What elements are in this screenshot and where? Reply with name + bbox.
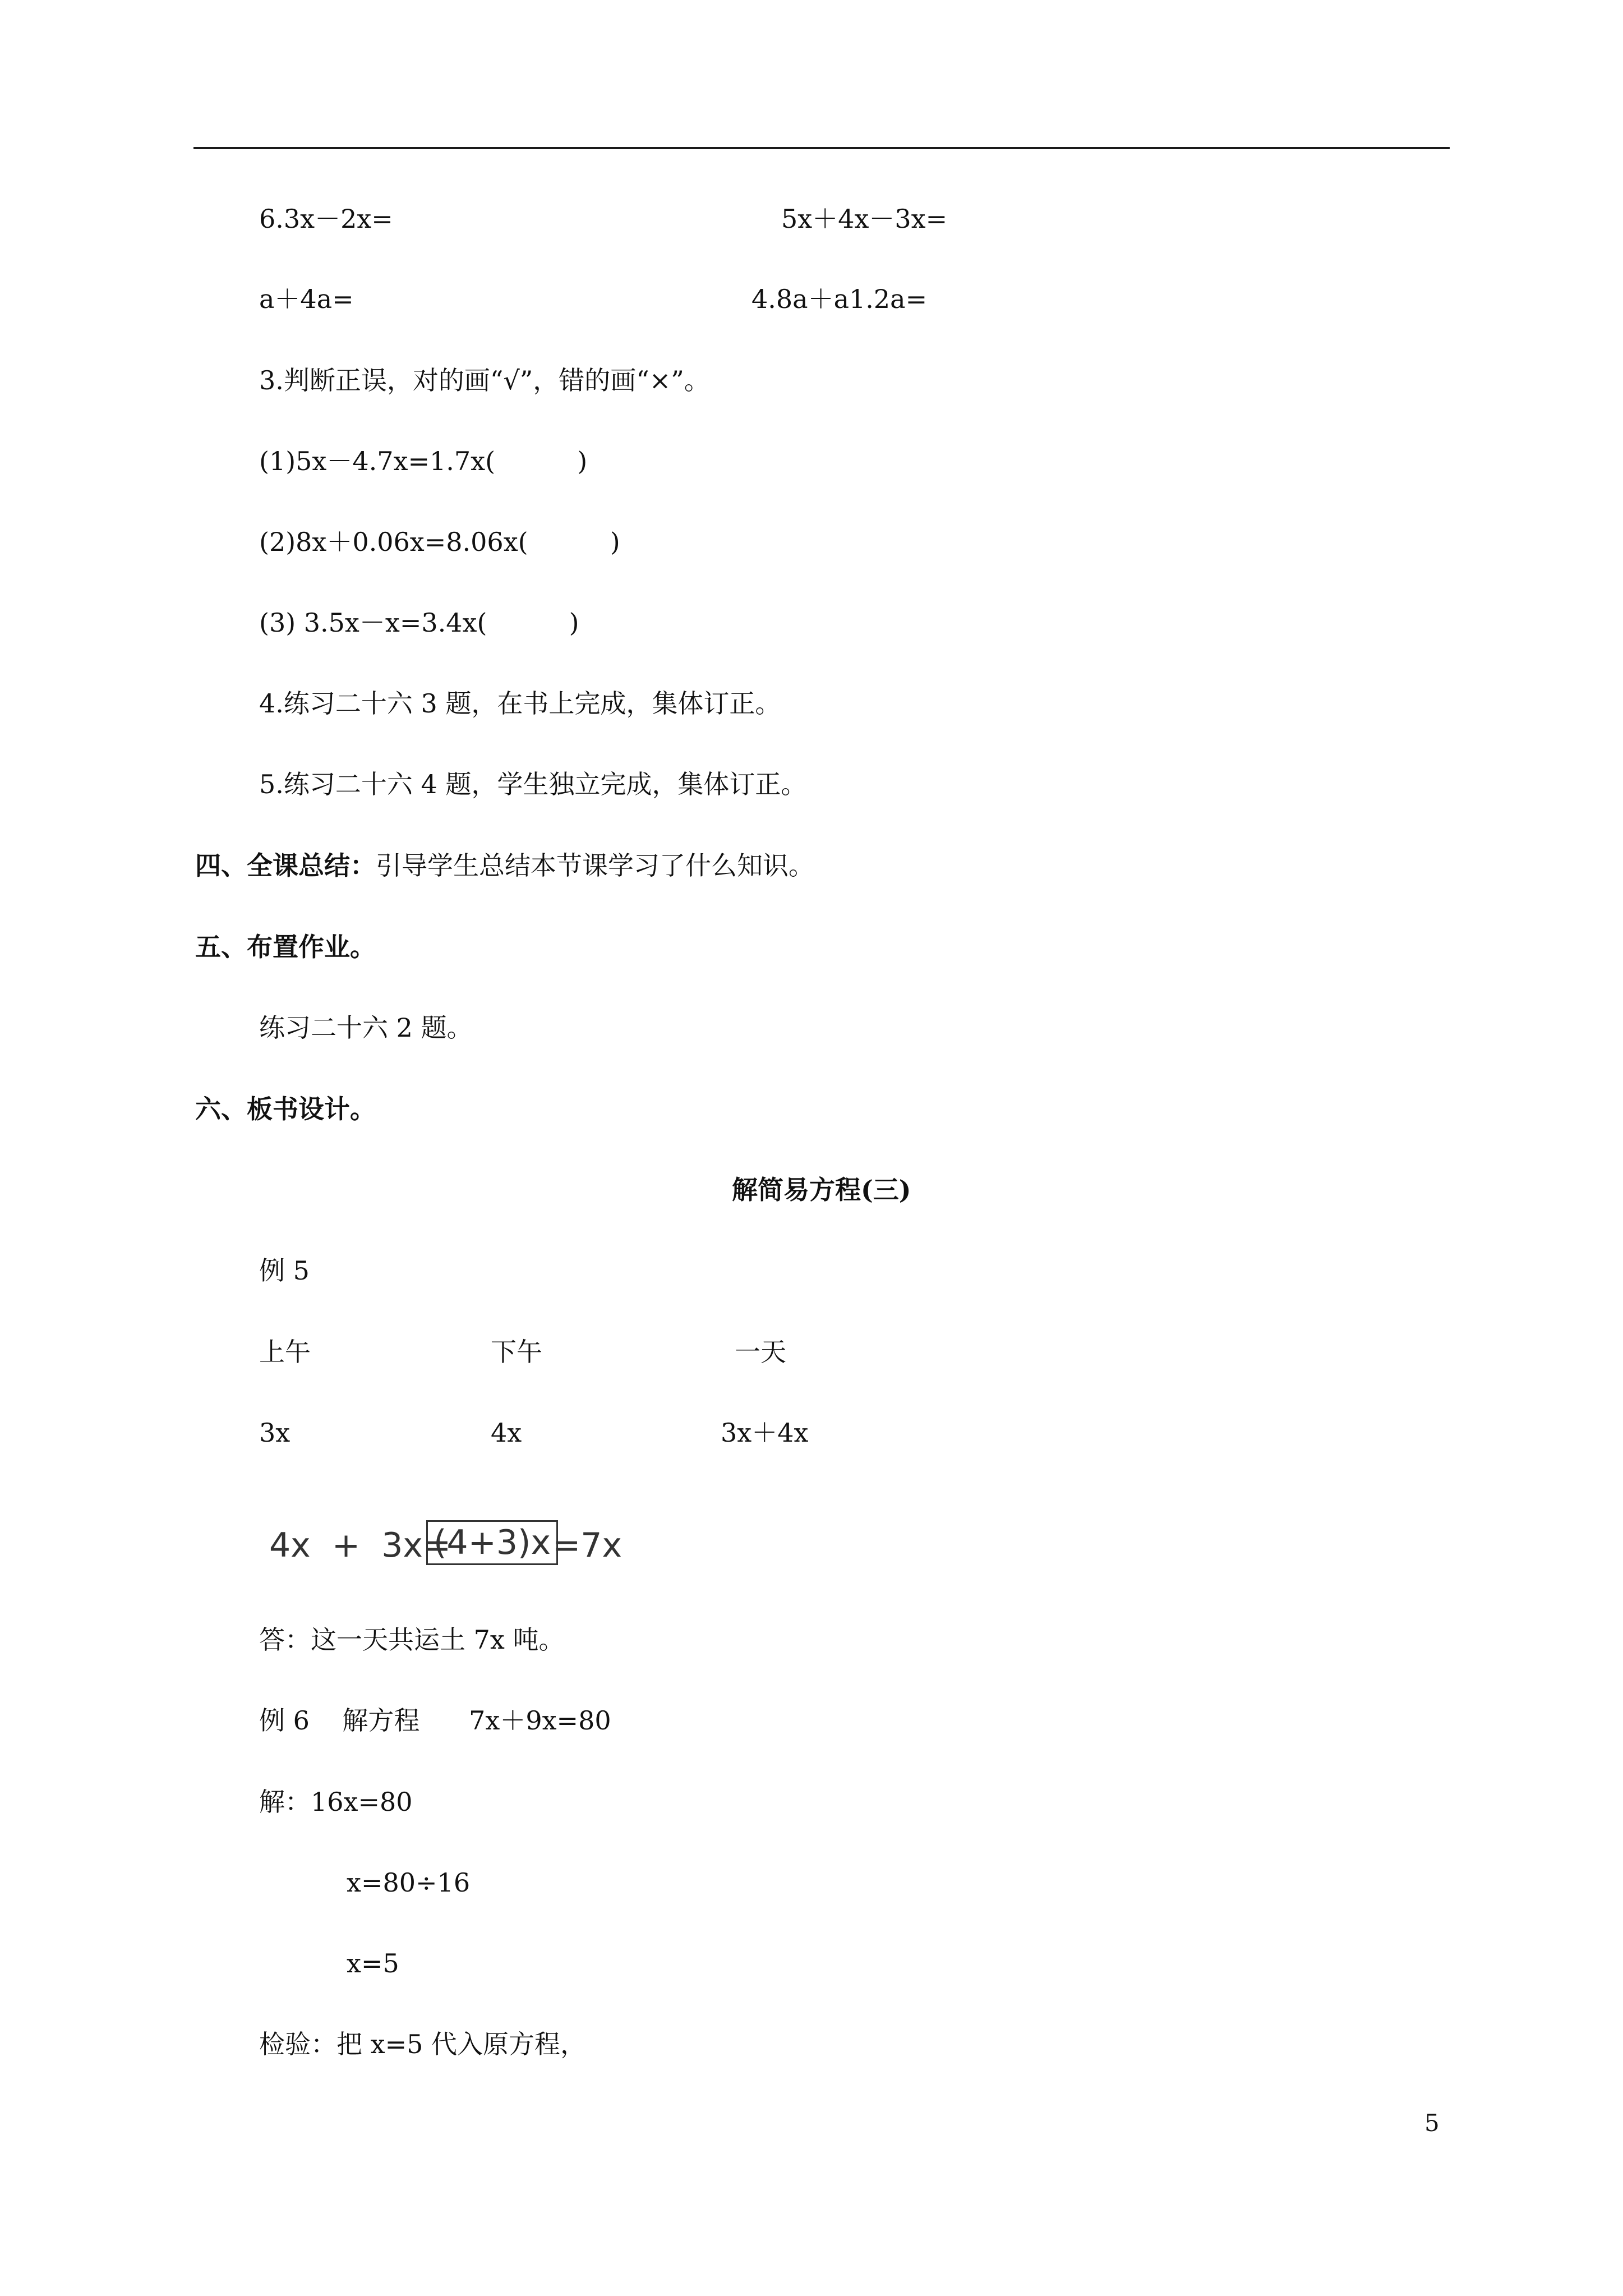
judgment-item: (2)8x＋0.06x=8.06x( ) <box>259 527 620 557</box>
answer-line: 答：这一天共运土 7x 吨。 <box>259 1625 565 1655</box>
section-summary <box>195 849 814 882</box>
exercise-line: 6.3x－2x= <box>259 204 393 234</box>
homework-line: 练习二十六 2 题。 <box>259 1013 473 1043</box>
solution-line: 解：16x=80 <box>259 1787 413 1817</box>
equation-boxed: (4+3)x <box>426 1520 558 1565</box>
instruction-line: 4.练习二十六 3 题，在书上完成，集体订正。 <box>259 688 781 719</box>
exercise-line: 4.8a＋a1.2a= <box>751 284 928 314</box>
table-header: 一天 <box>735 1337 786 1367</box>
table-cell: 3x＋4x <box>721 1418 809 1448</box>
solution-line: x=5 <box>347 1948 399 1978</box>
equation-image <box>264 1515 628 1576</box>
instruction-line: 3.判断正误，对的画“√”，错的画“×”。 <box>259 365 710 395</box>
page-number: 5 <box>1424 2109 1440 2137</box>
exercise-line: a＋4a= <box>259 284 354 314</box>
equation-left: 4x + 3x= <box>269 1526 451 1565</box>
exercise-line: 5x＋4x－3x= <box>781 204 948 234</box>
judgment-item: (1)5x－4.7x=1.7x( ) <box>259 446 588 476</box>
table-header: 下午 <box>491 1337 542 1367</box>
instruction-line: 5.练习二十六 4 题，学生独立完成，集体订正。 <box>259 769 807 799</box>
judgment-item: (3) 3.5x－x=3.4x( ) <box>259 608 579 638</box>
section-text: 引导学生总结本节课学习了什么知识。 <box>376 850 814 881</box>
solution-line: x=80÷16 <box>347 1867 471 1898</box>
table-header: 上午 <box>259 1337 311 1367</box>
header-rule <box>193 147 1450 149</box>
section-heading: 五、布置作业。 <box>195 932 376 962</box>
check-line: 检验：把 x=5 代入原方程， <box>259 2029 586 2059</box>
example-label: 例 6 解方程 7x＋9x=80 <box>259 1705 611 1736</box>
section-heading: 四、全课总结： <box>195 850 376 881</box>
example-label: 例 5 <box>259 1255 310 1286</box>
equation-right: =7x <box>552 1526 622 1565</box>
section-heading: 六、板书设计。 <box>195 1094 376 1124</box>
table-cell: 3x <box>259 1418 291 1448</box>
board-title: 解简易方程(三) <box>732 1175 911 1205</box>
table-cell: 4x <box>491 1418 522 1448</box>
